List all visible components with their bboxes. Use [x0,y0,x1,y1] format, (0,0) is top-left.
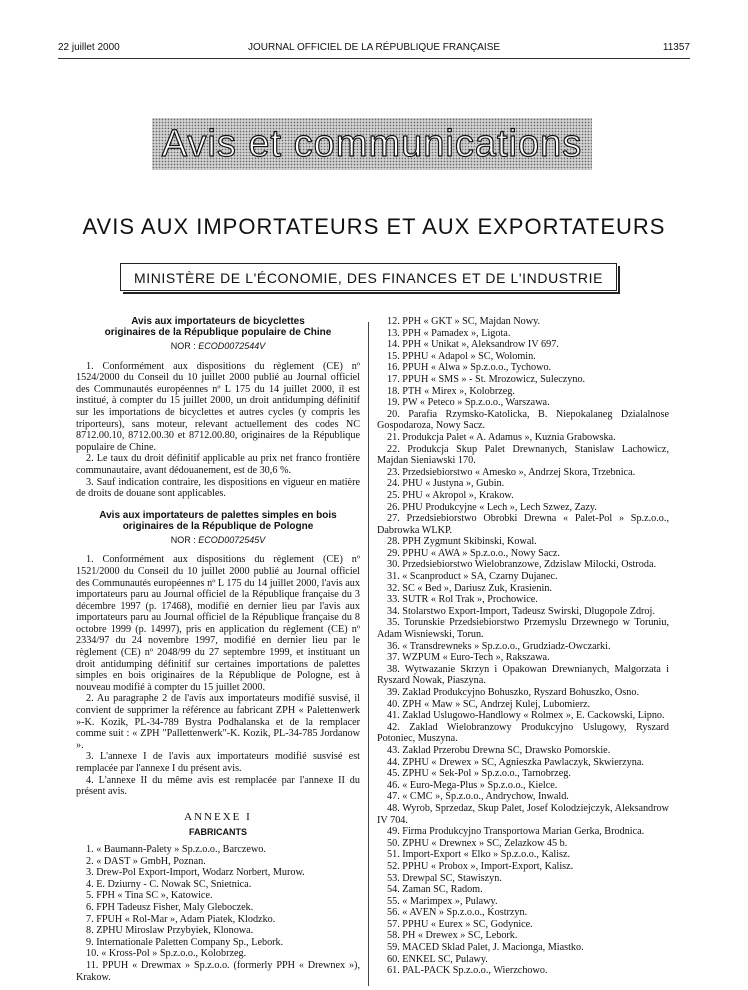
paragraph: 1. Conformément aux dispositions du règlement (CE) nº 1524/2000 du Conseil du 10 juillet 2000 publié au Journal officiel des Communautés européennes nº L 175 du 14 juillet 2000, il est institué, à compter du 15 juillet 2000, un droit antidumping définitif sur les importations de bicyclettes et autres cycles (y compris les triporteurs), sans moteur, relevant actuellement des codes NC 8712.00.10, 8712.00.30 et 8712.00.80, originaires de la République populaire de Chine. [76,360,360,453]
list-item: 20. Parafia Rzymsko-Katolicka, B. Niepokalaneg Dzialalnose Gospodaroza, Nowy Sacz. [377,408,669,432]
list-item: 44. ZPHU « Drewex » SC, Agnieszka Pawlaczyk, Skwierzyna. [387,756,644,768]
fabricants-title: FABRICANTS [189,827,247,838]
list-item: 33. SUTR « Rol Trak », Prochowice. [387,594,538,606]
left-column [76,316,360,983]
list-item: 11. PPUH « Drewmax » Sp.z.o.o. (formerly PPH « Drewnex »), Krakow. [76,959,360,983]
list-item: 45. ZPHU « Sek-Pol » Sp.z.o.o., Tarnobrzeg. [387,768,571,780]
annexe-title: ANNEXE I [184,810,252,823]
page-number: 11357 [662,42,690,53]
list-item: 50. ZPHU « Drewnex » SC, Zelazkow 45 b. [387,837,568,849]
journal-title: JOURNAL OFFICIEL DE LA RÉPUBLIQUE FRANÇAISE [247,42,501,53]
main-heading: AVIS AUX IMPORTATEURS ET AUX EXPORTATEURS [82,214,666,239]
nor-label: NOR : [170,341,196,351]
list-item: 39. Zaklad Produkcyjno Bohuszko, Ryszard Bohuszko, Osno. [387,687,639,698]
list-item: 10. « Kross-Pol » Sp.z.o.o., Kolobrzeg. [86,948,247,960]
right-column [377,316,669,977]
list-item: 32. SC « Bed », Dariusz Zuk, Krasienin. [387,582,552,594]
list-item: 6. FPH Tadeusz Fisher, Maly Gleboczek. [86,901,254,913]
list-item: 41. Zaklad Uslugowo-Handlowy « Rolmex », E. Cackowski, Lipno. [387,710,665,722]
list-item: 17. PPUH « SMS » - St. Mrozowicz, Suleczyno. [387,373,586,385]
list-item: 43. Zaklad Przerobu Drewna SC, Drawsko Pomorskie. [387,744,611,756]
paragraph: 3. Sauf indication contraire, les dispositions en vigueur en matière de droits de douane sont applicables. [76,476,360,500]
section-title-bicyclettes [76,316,360,338]
list-item: 25. PHU « Akropol », Krakow. [387,489,514,501]
list-item: 34. Stolarstwo Export-Import, Tadeusz Swirski, Dlugopole Zdroj. [387,605,655,617]
list-item: 7. FPUH « Rol-Mar », Adam Piatek, Klodzko. [86,913,276,925]
list-item: 23. Przedsiebiorstwo « Amesko », Andrzej Skora, Trzebnica. [387,466,636,478]
list-item: 57. PPHU « Eurex » SC, Godynice. [387,918,533,930]
list-item: 22. Produkcja Skup Palet Drewnanych, Stanislaw Lachowicz, Majdan Sieniawski 170. [377,443,669,467]
list-item: 47. « CMC », Sp.z.o.o., Andrychow, Inwald. [387,791,569,803]
nor-code: ECOD0072544V [198,341,266,351]
list-item: 16. PPUH « Alwa » Sp.z.o.o., Tychowo. [387,362,552,374]
list-item: 58. PH « Drewex » SC, Lebork. [387,930,518,942]
list-item: 21. Produkcja Palet « A. Adamus », Kuznia Grabowska. [387,431,616,443]
running-header [58,42,690,58]
list-item: 42. Zaklad Wielobranzowy Produkcyjno Uslugowy, Ryszard Potoniec, Muszyna. [377,721,669,745]
nor-reference [76,341,360,353]
list-item: 5. FPH « Tina SC », Katowice. [86,890,213,902]
column-divider [368,322,369,986]
paragraph: 1. Conformément aux dispositions du règlement (CE) nº 1521/2000 du Conseil du 10 juillet 2000 publié au Journal officiel des Communautés européennes nº L 175 du 14 juillet 2000, l'avis aux importateurs paru au Journal officiel de la République française du 3 décembre 1997 (p. 17468), modifié en dernier lieu par l'avis aux importateurs paru au Journal officiel de la République française du 8 octobre 1999 (p. 14997), pris en application du règlement (CE) nº 2334/97 du 24 novembre 1997, modifié en dernier lieu par le règlement (CE) nº 2048/99 du 27 septembre 1999, et instituant un droit antidumping définitif sur certaines importations de palettes simples en bois originaires de la République de Pologne, est à nouveau modifié à compter du 15 juillet 2000. [76,554,360,693]
list-item: 40. ZPH « Maw » SC, Andrzej Kulej, Lubomierz. [387,698,591,710]
list-item: 27. Przedsiebiorstwo Obrobki Drewna « Palet-Pol » Sp.z.o.o., Dabrowka WLKP. [377,513,669,536]
list-item: 48. Wyrob, Sprzedaz, Skup Palet, Josef Kolodziejczyk, Aleksandrow IV 704. [377,802,669,826]
manufacturer-list [76,844,360,983]
list-item: 59. MACED Sklad Palet, J. Macionga, Miastko. [387,942,584,954]
section-title-line: originaires de la République populaire de Chine [104,327,332,338]
list-item: 3. Drew-Pol Export-Import, Wodarz Norbert, Murow. [86,867,305,879]
list-item: 28. PPH Zygmunt Skibinski, Kowal. [387,536,537,548]
list-item: 54. Zaman SC, Radom. [387,884,483,896]
issue-date: 22 juillet 2000 [58,42,120,53]
list-item: 24. PHU « Justyna », Gubin. [387,478,505,490]
manufacturer-list [377,316,669,977]
section-title-line: originaires de la République de Pologne [122,520,314,532]
ministry-heading: MINISTÈRE DE L'ÉCONOMIE, DES FINANCES ET DE L'INDUSTRIE [120,263,617,291]
list-item: 26. PHU Produkcyjne « Lech », Lech Szwez, Zazy. [387,501,597,513]
list-item: 12. PPH « GKT » SC, Majdan Nowy. [387,316,541,327]
list-item: 1. « Baumann-Palety » Sp.z.o.o., Barczewo. [86,843,266,855]
banner-title: Avis et communications [161,123,583,165]
section-title-palettes [76,510,360,532]
list-item: 13. PPH « Pamadex », Ligota. [387,327,511,339]
paragraph: 4. L'annexe II du même avis est remplacée par l'annexe II du présent avis. [76,774,360,798]
nor-label: NOR : [170,534,196,545]
list-item: 60. ENKEL SC, Pulawy. [387,953,488,965]
list-item: 46. « Euro-Mega-Plus » Sp.z.o.o., Kielce. [387,779,558,791]
list-item: 15. PPHU « Adapol » SC, Wolomin. [387,350,536,362]
list-item: 35. Torunskie Przedsiebiorstwo Przemyslu Drzewnego w Toruniu, Adam Wisniewski, Torun. [377,617,669,641]
list-item: 56. « AVEN » Sp.z.o.o., Kostrzyn. [387,907,528,919]
nor-code: ECOD0072545V [198,534,266,545]
list-item: 8. ZPHU Miroslaw Przybyiek, Klonowa. [86,925,254,937]
list-item: 19. PW « Peteco » Sp.z.o.o., Warszawa. [387,397,550,409]
section-title-line: Avis aux importateurs de bicyclettes [131,316,305,327]
section-title-line: Avis aux importateurs de palettes simples en bois [99,509,337,521]
list-item: 31. « Scanproduct » SA, Czarny Dujanec. [387,571,558,583]
list-item: 55. « Marimpex », Pulawy. [387,895,498,907]
list-item: 2. « DAST » GmbH, Poznan. [86,855,206,867]
list-item: 61. PAL-PACK Sp.z.o.o., Wierzchowo. [387,965,548,977]
list-item: 14. PPH « Unikat », Aleksandrow IV 697. [387,339,559,351]
list-item: 52. PPHU « Probox », Import-Export, Kalisz. [387,860,574,872]
list-item: 18. PTH « Mirex », Kolobrzeg. [387,385,515,397]
list-item: 51. Import-Export « Elko » Sp.z.o.o., Kalisz. [387,849,571,861]
list-item: 38. Wytwazanie Skrzyn i Opakowan Drewnianych, Malgorzata i Ryszard Nowak, Piaszyna. [377,663,669,687]
list-item: 53. Drewpal SC, Stawiszyn. [387,872,502,884]
list-item: 37. WZPUM « Euro-Tech », Rakszawa. [387,652,550,664]
list-item: 4. E. Dziurny - C. Nowak SC, Snietnica. [86,878,252,890]
list-item: 30. Przedsiebiorstwo Wielobranzowe, Zdzislaw Milocki, Ostroda. [387,559,657,571]
list-item: 36. « Transdrewneks » Sp.z.o.o., Grudziadz-Owczarki. [387,640,611,652]
list-item: 29. PPHU « AWA » Sp.z.o.o., Nowy Sacz. [387,547,560,559]
nor-reference [76,535,360,547]
list-item: 9. Internationale Paletten Company Sp., Lebork. [86,936,284,948]
paragraph: 3. L'annexe I de l'avis aux importateurs modifié susvisé est remplacée par l'annexe I du présent avis. [76,751,360,774]
paragraph: 2. Le taux du droit définitif applicable au prix net franco frontière communautaire, avant dédouanement, est de 30,6 %. [76,453,360,476]
header-rule [58,58,690,59]
paragraph: 2. Au paragraphe 2 de l'avis aux importateurs modifié susvisé, il convient de supprimer la référence au fabricant ZPH « Palettenwerk »-K. Kozik, PL-34-789 Bystra Podhalanska et de la remplacer comme suit : « ZPH "Pallettenwerk"-K. Kozik, PL-34-785 Jordanow ». [76,693,360,751]
list-item: 49. Firma Produkcyjno Transportowa Marian Gerka, Brodnica. [387,826,645,838]
